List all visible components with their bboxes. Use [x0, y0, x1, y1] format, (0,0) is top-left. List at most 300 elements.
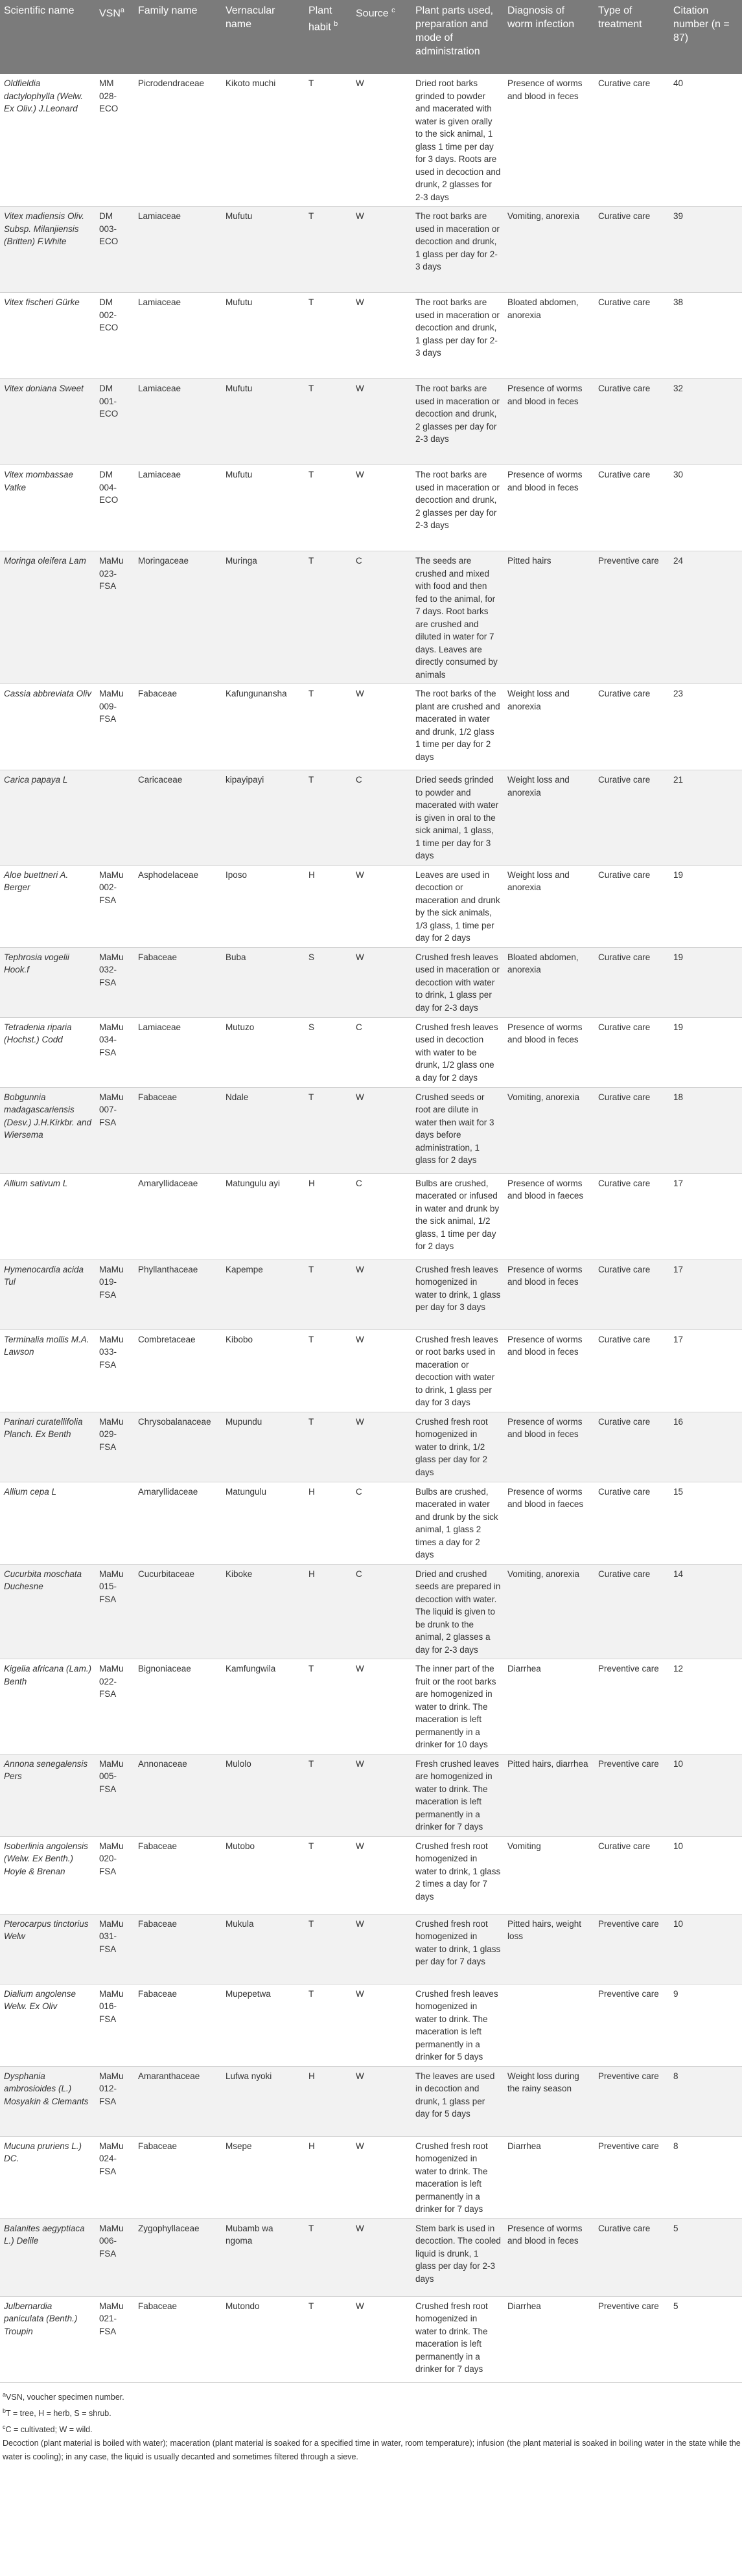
header-family-name: Family name — [138, 5, 198, 16]
cell-citation: 14 — [669, 1564, 742, 1659]
cell-citation: 17 — [669, 1329, 742, 1412]
cell-treatment: Curative care — [594, 1259, 669, 1329]
cell-source: W — [352, 1087, 412, 1173]
table-row — [0, 1259, 742, 1329]
cell-scientific-name: Parinari curatellifolia Planch. Ex Benth — [0, 1412, 95, 1482]
cell-scientific-name: Kigelia africana (Lam.) Benth — [0, 1659, 95, 1754]
cell-parts: Bulbs are crushed, macerated or infused in water and drunk by the sick animal, 1/2 glass, 1 time per day for 2 days — [412, 1173, 504, 1259]
cell-vsn: MaMu 031-FSA — [95, 1914, 134, 1984]
footnote-d: Decoction (plant material is boiled with water); maceration (plant material is soaked for a specified time in water, room temperature); infusion (the plant material is soaked in boiling water in the state while the water is cooling); in any case, the liquid is usually decanted and sometimes filtered through a sieve. — [3, 2438, 741, 2461]
cell-vsn: MaMu 002-FSA — [95, 865, 134, 947]
cell-parts: Stem bark is used in decoction. The cooled liquid is drunk, 1 glass per day for 2-3 days — [412, 2218, 504, 2296]
cell-family: Fabaceae — [134, 947, 222, 1017]
cell-parts: Crushed fresh root homogenized in water to drink. The maceration is left permanently in a drinker for 7 days — [412, 2136, 504, 2218]
cell-vernacular: Ndale — [222, 1087, 305, 1173]
cell-habit: H — [305, 865, 352, 947]
cell-treatment: Curative care — [594, 1836, 669, 1914]
cell-habit: H — [305, 1173, 352, 1259]
cell-treatment: Preventive care — [594, 2136, 669, 2218]
cell-parts: The leaves are used in decoction and drunk, 1 glass per day for 5 days — [412, 2066, 504, 2136]
cell-vernacular: Matungulu ayi — [222, 1173, 305, 1259]
cell-vernacular: Lufwa nyoki — [222, 2066, 305, 2136]
cell-habit: T — [305, 1836, 352, 1914]
cell-parts: The root barks are used in maceration or decoction and drunk, 2 glasses per day for 2-3 days — [412, 379, 504, 465]
table-header — [0, 0, 742, 74]
header-vernacular-name: Vernacular name — [226, 5, 275, 30]
cell-scientific-name: Tetradenia riparia (Hochst.) Codd — [0, 1017, 95, 1087]
cell-citation: 23 — [669, 684, 742, 770]
cell-treatment: Curative care — [594, 1017, 669, 1087]
cell-family: Amaryllidaceae — [134, 1173, 222, 1259]
cell-family: Combretaceae — [134, 1329, 222, 1412]
cell-parts: Bulbs are crushed, macerated in water and drunk by the sick animal, 1 glass 2 times a day for 2 days — [412, 1482, 504, 1564]
cell-citation: 21 — [669, 770, 742, 866]
cell-habit: T — [305, 1329, 352, 1412]
cell-scientific-name: Carica papaya L — [0, 770, 95, 866]
header-plant-parts: Plant parts used, preparation and mode of administration — [415, 5, 494, 57]
cell-vernacular: Mufutu — [222, 293, 305, 379]
cell-parts: Crushed fresh root homogenized in water to drink, 1 glass per day for 7 days — [412, 1914, 504, 1984]
header-citation: Citation number (n = 87) — [673, 5, 730, 43]
cell-source: W — [352, 1836, 412, 1914]
cell-treatment: Preventive care — [594, 1659, 669, 1754]
cell-diagnosis: Presence of worms and blood in feces — [504, 1259, 594, 1329]
cell-parts: The root barks are used in maceration or decoction and drunk, 2 glasses per day for 2-3 days — [412, 465, 504, 551]
cell-source: W — [352, 2296, 412, 2382]
cell-vernacular: Buba — [222, 947, 305, 1017]
table-row — [0, 1754, 742, 1836]
cell-diagnosis: Vomiting — [504, 1836, 594, 1914]
header-scientific-name: Scientific name — [4, 5, 75, 16]
cell-vernacular: Mulolo — [222, 1754, 305, 1836]
cell-vernacular: Mupundu — [222, 1412, 305, 1482]
header-diagnosis: Diagnosis of worm infection — [507, 5, 575, 30]
cell-treatment: Curative care — [594, 293, 669, 379]
table-row — [0, 1984, 742, 2066]
cell-vernacular: Mufutu — [222, 379, 305, 465]
cell-source: W — [352, 684, 412, 770]
cell-diagnosis: Vomiting, anorexia — [504, 207, 594, 293]
cell-scientific-name: Terminalia mollis M.A. Lawson — [0, 1329, 95, 1412]
cell-vsn: MaMu 033-FSA — [95, 1329, 134, 1412]
cell-treatment: Curative care — [594, 2218, 669, 2296]
cell-family: Picrodendraceae — [134, 74, 222, 207]
cell-scientific-name: Mucuna pruriens L.) DC. — [0, 2136, 95, 2218]
cell-parts: Crushed seeds or root are dilute in water then wait for 3 days before administration, 1 glass for 2 days — [412, 1087, 504, 1173]
cell-source: W — [352, 379, 412, 465]
cell-family: Fabaceae — [134, 2136, 222, 2218]
cell-treatment: Curative care — [594, 865, 669, 947]
cell-scientific-name: Moringa oleifera Lam — [0, 551, 95, 684]
cell-diagnosis: Vomiting, anorexia — [504, 1564, 594, 1659]
cell-vsn: MaMu 015-FSA — [95, 1564, 134, 1659]
cell-habit: T — [305, 1659, 352, 1754]
cell-source: W — [352, 1329, 412, 1412]
cell-diagnosis: Diarrhea — [504, 2296, 594, 2382]
cell-citation: 30 — [669, 465, 742, 551]
cell-scientific-name: Vitex mombassae Vatke — [0, 465, 95, 551]
cell-treatment: Curative care — [594, 1564, 669, 1659]
cell-source: W — [352, 2066, 412, 2136]
cell-scientific-name: Dysphania ambrosioides (L.) Mosyakin & Clemants — [0, 2066, 95, 2136]
cell-scientific-name: Vitex doniana Sweet — [0, 379, 95, 465]
cell-family: Fabaceae — [134, 1984, 222, 2066]
header-source: Source $^c$ — [356, 6, 395, 19]
cell-habit: T — [305, 293, 352, 379]
cell-source: C — [352, 1482, 412, 1564]
cell-vernacular: Iposo — [222, 865, 305, 947]
cell-citation: 10 — [669, 1836, 742, 1914]
cell-treatment: Preventive care — [594, 1914, 669, 1984]
cell-scientific-name: Isoberlinia angolensis (Welw. Ex Benth.) Hoyle & Brenan — [0, 1836, 95, 1914]
cell-family: Cucurbitaceae — [134, 1564, 222, 1659]
cell-vsn: MaMu 023-FSA — [95, 551, 134, 684]
cell-citation: 10 — [669, 1914, 742, 1984]
cell-citation: 40 — [669, 74, 742, 207]
cell-habit: T — [305, 1984, 352, 2066]
cell-diagnosis — [504, 1984, 594, 2066]
cell-vsn: MaMu 020-FSA — [95, 1836, 134, 1914]
cell-vsn: MM 028-ECO — [95, 74, 134, 207]
cell-scientific-name: Cassia abbreviata Oliv — [0, 684, 95, 770]
cell-citation: 32 — [669, 379, 742, 465]
cell-parts: Crushed fresh root homogenized in water to drink. The maceration is left permanently in a drinker for 7 days — [412, 2296, 504, 2382]
cell-family: Fabaceae — [134, 1914, 222, 1984]
cell-treatment: Curative care — [594, 947, 669, 1017]
cell-scientific-name: Allium cepa L — [0, 1482, 95, 1564]
cell-family: Lamiaceae — [134, 465, 222, 551]
table-row — [0, 1412, 742, 1482]
cell-diagnosis: Presence of worms and blood in faeces — [504, 1482, 594, 1564]
cell-family: Amaryllidaceae — [134, 1482, 222, 1564]
cell-parts: Dried seeds grinded to powder and macerated with water is given in oral to the sick animal, 1 glass, 1 time per day for 3 days — [412, 770, 504, 866]
cell-vsn: MaMu 006-FSA — [95, 2218, 134, 2296]
cell-vernacular: Kapempe — [222, 1259, 305, 1329]
cell-parts: Crushed fresh leaves or root barks used in maceration or decoction with water to drink, 1 glass per day for 3 days — [412, 1329, 504, 1412]
cell-vernacular: kipayipayi — [222, 770, 305, 866]
cell-parts: Crushed fresh root homogenized in water to drink, 1 glass 2 times a day for 7 days — [412, 1836, 504, 1914]
cell-vernacular: Kibobo — [222, 1329, 305, 1412]
cell-source: C — [352, 770, 412, 866]
cell-diagnosis: Weight loss and anorexia — [504, 865, 594, 947]
cell-diagnosis: Weight loss during the rainy season — [504, 2066, 594, 2136]
table-body — [0, 74, 742, 2382]
cell-scientific-name: Hymenocardia acida Tul — [0, 1259, 95, 1329]
cell-vernacular: Kamfungwila — [222, 1659, 305, 1754]
cell-source: W — [352, 74, 412, 207]
cell-treatment: Curative care — [594, 74, 669, 207]
cell-source: W — [352, 2218, 412, 2296]
cell-habit: S — [305, 1017, 352, 1087]
cell-vsn: DM 001-ECO — [95, 379, 134, 465]
table-row — [0, 1087, 742, 1173]
table-row — [0, 1173, 742, 1259]
cell-treatment: Curative care — [594, 1329, 669, 1412]
cell-habit: T — [305, 2296, 352, 2382]
cell-citation: 17 — [669, 1259, 742, 1329]
cell-scientific-name: Annona senegalensis Pers — [0, 1754, 95, 1836]
cell-family: Annonaceae — [134, 1754, 222, 1836]
cell-scientific-name: Allium sativum L — [0, 1173, 95, 1259]
cell-treatment: Preventive care — [594, 2296, 669, 2382]
cell-family: Lamiaceae — [134, 379, 222, 465]
table-row — [0, 551, 742, 684]
cell-treatment: Preventive care — [594, 551, 669, 684]
cell-vernacular: Mupepetwa — [222, 1984, 305, 2066]
cell-source: C — [352, 1017, 412, 1087]
cell-diagnosis: Bloated abdomen, anorexia — [504, 293, 594, 379]
cell-source: W — [352, 1412, 412, 1482]
cell-citation: 16 — [669, 1412, 742, 1482]
cell-source: W — [352, 207, 412, 293]
cell-diagnosis: Presence of worms and blood in feces — [504, 1017, 594, 1087]
cell-source: W — [352, 1659, 412, 1754]
cell-citation: 10 — [669, 1754, 742, 1836]
cell-vsn: MaMu 012-FSA — [95, 2066, 134, 2136]
cell-citation: 15 — [669, 1482, 742, 1564]
cell-habit: T — [305, 207, 352, 293]
cell-diagnosis: Bloated abdomen, anorexia — [504, 947, 594, 1017]
cell-treatment: Curative care — [594, 770, 669, 866]
cell-vsn: MaMu 009-FSA — [95, 684, 134, 770]
cell-parts: Crushed fresh leaves homogenized in water to drink, 1 glass per day for 3 days — [412, 1259, 504, 1329]
cell-diagnosis: Diarrhea — [504, 2136, 594, 2218]
cell-habit: T — [305, 1259, 352, 1329]
cell-habit: H — [305, 1564, 352, 1659]
cell-diagnosis: Presence of worms and blood in feces — [504, 1412, 594, 1482]
cell-diagnosis: Pitted hairs, diarrhea — [504, 1754, 594, 1836]
table-row — [0, 379, 742, 465]
cell-citation: 9 — [669, 1984, 742, 2066]
header-row — [0, 0, 742, 74]
cell-vsn — [95, 1482, 134, 1564]
cell-treatment: Curative care — [594, 1173, 669, 1259]
cell-habit: T — [305, 1412, 352, 1482]
cell-treatment: Curative care — [594, 1412, 669, 1482]
cell-habit: T — [305, 2218, 352, 2296]
cell-source: W — [352, 2136, 412, 2218]
cell-citation: 17 — [669, 1173, 742, 1259]
cell-scientific-name: Bobgunnia madagascariensis (Desv.) J.H.Kirkbr. and Wiersema — [0, 1087, 95, 1173]
cell-vsn: MaMu 024-FSA — [95, 2136, 134, 2218]
cell-source: W — [352, 293, 412, 379]
cell-habit: S — [305, 947, 352, 1017]
cell-scientific-name: Aloe buettneri A. Berger — [0, 865, 95, 947]
cell-diagnosis: Vomiting, anorexia — [504, 1087, 594, 1173]
header-vsn: VSN$^a$ — [99, 6, 125, 19]
cell-parts: Crushed fresh leaves homogenized in water to drink. The maceration is left permanently in a drinker for 5 days — [412, 1984, 504, 2066]
cell-vernacular: Kiboke — [222, 1564, 305, 1659]
cell-parts: Dried and crushed seeds are prepared in decoction with water. The liquid is given to be drunk to the animal, 2 glasses a day for 2-3 days — [412, 1564, 504, 1659]
cell-vsn: MaMu 019-FSA — [95, 1259, 134, 1329]
cell-citation: 19 — [669, 947, 742, 1017]
cell-vernacular: Muringa — [222, 551, 305, 684]
cell-vernacular: Msepe — [222, 2136, 305, 2218]
cell-citation: 39 — [669, 207, 742, 293]
cell-habit: T — [305, 465, 352, 551]
cell-citation: 12 — [669, 1659, 742, 1754]
cell-source: C — [352, 1173, 412, 1259]
cell-citation: 19 — [669, 1017, 742, 1087]
cell-source: W — [352, 865, 412, 947]
cell-parts: Fresh crushed leaves are homogenized in water to drink. The maceration is left permanently in a drinker for 7 days — [412, 1754, 504, 1836]
cell-treatment: Curative care — [594, 684, 669, 770]
cell-source: W — [352, 1914, 412, 1984]
cell-parts: The seeds are crushed and mixed with food and then fed to the animal, for 7 days. Root barks are crushed and diluted in water for 7 days. Leaves are directly consumed by animals — [412, 551, 504, 684]
cell-vsn: MaMu 029-FSA — [95, 1412, 134, 1482]
cell-vernacular: Kafungunansha — [222, 684, 305, 770]
table-row — [0, 1836, 742, 1914]
table-row — [0, 2296, 742, 2382]
cell-vsn: MaMu 007-FSA — [95, 1087, 134, 1173]
cell-vsn: MaMu 016-FSA — [95, 1984, 134, 2066]
cell-family: Zygophyllaceae — [134, 2218, 222, 2296]
cell-habit: T — [305, 1914, 352, 1984]
cell-scientific-name: Pterocarpus tinctorius Welw — [0, 1914, 95, 1984]
table-row — [0, 1914, 742, 1984]
cell-family: Amaranthaceae — [134, 2066, 222, 2136]
footnote-c: $^c$C = cultivated; W = wild. — [3, 2423, 93, 2434]
cell-diagnosis: Presence of worms and blood in feces — [504, 74, 594, 207]
cell-source: C — [352, 551, 412, 684]
cell-family: Caricaceae — [134, 770, 222, 866]
cell-diagnosis: Presence of worms and blood in feces — [504, 465, 594, 551]
cell-vsn — [95, 1173, 134, 1259]
cell-diagnosis: Weight loss and anorexia — [504, 684, 594, 770]
cell-source: W — [352, 947, 412, 1017]
cell-family: Fabaceae — [134, 684, 222, 770]
cell-diagnosis: Pitted hairs, weight loss — [504, 1914, 594, 1984]
cell-citation: 5 — [669, 2296, 742, 2382]
cell-habit: T — [305, 74, 352, 207]
cell-habit: H — [305, 1482, 352, 1564]
cell-family: Moringaceae — [134, 551, 222, 684]
cell-family: Bignoniaceae — [134, 1659, 222, 1754]
footnote-b: $^b$T = tree, H = herb, S = shrub. — [3, 2407, 111, 2418]
table-row — [0, 207, 742, 293]
cell-vsn — [95, 770, 134, 866]
cell-vernacular: Mukula — [222, 1914, 305, 1984]
table-row — [0, 1659, 742, 1754]
cell-vsn: DM 003-ECO — [95, 207, 134, 293]
cell-diagnosis: Presence of worms and blood in feces — [504, 1329, 594, 1412]
cell-parts: Crushed fresh root homogenized in water to drink, 1/2 glass per day for 2 days — [412, 1412, 504, 1482]
cell-habit: H — [305, 2136, 352, 2218]
cell-scientific-name: Vitex madiensis Oliv. Subsp. Milanjiensis (Britten) F.White — [0, 207, 95, 293]
cell-habit: T — [305, 1087, 352, 1173]
cell-parts: Crushed fresh leaves used in maceration or decoction with water to drink, 1 glass per day for 2-3 days — [412, 947, 504, 1017]
cell-family: Fabaceae — [134, 2296, 222, 2382]
cell-scientific-name: Vitex fischeri Gürke — [0, 293, 95, 379]
cell-parts: The root barks of the plant are crushed and macerated in water and drunk, 1/2 glass 1 time per day for 2 days — [412, 684, 504, 770]
cell-citation: 8 — [669, 2066, 742, 2136]
cell-treatment: Preventive care — [594, 1754, 669, 1836]
table-row — [0, 293, 742, 379]
cell-habit: T — [305, 379, 352, 465]
cell-family: Fabaceae — [134, 1836, 222, 1914]
cell-family: Lamiaceae — [134, 1017, 222, 1087]
cell-family: Chrysobalanaceae — [134, 1412, 222, 1482]
cell-habit: T — [305, 1754, 352, 1836]
cell-scientific-name: Tephrosia vogelii Hook.f — [0, 947, 95, 1017]
cell-scientific-name: Dialium angolense Welw. Ex Oliv — [0, 1984, 95, 2066]
cell-vernacular: Mufutu — [222, 465, 305, 551]
cell-treatment: Curative care — [594, 379, 669, 465]
cell-vernacular: Mutondo — [222, 2296, 305, 2382]
table-row — [0, 2218, 742, 2296]
cell-vsn: MaMu 005-FSA — [95, 1754, 134, 1836]
cell-family: Lamiaceae — [134, 293, 222, 379]
cell-source: C — [352, 1564, 412, 1659]
cell-vsn: DM 004-ECO — [95, 465, 134, 551]
cell-habit: T — [305, 770, 352, 866]
header-treatment: Type of treatment — [598, 5, 642, 30]
cell-parts: The root barks are used in maceration or decoction and drunk, 1 glass per day for 2-3 days — [412, 207, 504, 293]
table-row — [0, 2066, 742, 2136]
cell-vsn: MaMu 022-FSA — [95, 1659, 134, 1754]
table-row — [0, 74, 742, 207]
cell-vsn: MaMu 021-FSA — [95, 2296, 134, 2382]
header-plant-habit: Plant habit $^b$ — [308, 5, 338, 33]
cell-scientific-name: Oldfieldia dactylophylla (Welw. Ex Oliv.) J.Leonard — [0, 74, 95, 207]
cell-source: W — [352, 1984, 412, 2066]
cell-treatment: Curative care — [594, 1482, 669, 1564]
cell-citation: 19 — [669, 865, 742, 947]
cell-treatment: Preventive care — [594, 1984, 669, 2066]
cell-diagnosis: Presence of worms and blood in feces — [504, 379, 594, 465]
cell-family: Lamiaceae — [134, 207, 222, 293]
cell-family: Fabaceae — [134, 1087, 222, 1173]
cell-vernacular: Mutuzo — [222, 1017, 305, 1087]
cell-parts: The root barks are used in maceration or decoction and drunk, 1 glass per day for 2-3 days — [412, 293, 504, 379]
cell-treatment: Preventive care — [594, 2066, 669, 2136]
cell-vernacular: Mufutu — [222, 207, 305, 293]
cell-source: W — [352, 465, 412, 551]
cell-diagnosis: Weight loss and anorexia — [504, 770, 594, 866]
cell-vernacular: Kikoto muchi — [222, 74, 305, 207]
cell-diagnosis: Diarrhea — [504, 1659, 594, 1754]
cell-habit: T — [305, 551, 352, 684]
cell-diagnosis: Presence of worms and blood in feces — [504, 2218, 594, 2296]
cell-diagnosis: Presence of worms and blood in faeces — [504, 1173, 594, 1259]
cell-vsn: MaMu 032-FSA — [95, 947, 134, 1017]
table-row — [0, 770, 742, 866]
cell-diagnosis: Pitted hairs — [504, 551, 594, 684]
cell-citation: 18 — [669, 1087, 742, 1173]
table-row — [0, 1017, 742, 1087]
cell-scientific-name: Julbernardia paniculata (Benth.) Troupin — [0, 2296, 95, 2382]
footnotes — [3, 2388, 742, 2464]
cell-scientific-name: Cucurbita moschata Duchesne — [0, 1564, 95, 1659]
cell-habit: H — [305, 2066, 352, 2136]
table-row — [0, 465, 742, 551]
cell-scientific-name: Balanites aegyptiaca L.) Delile — [0, 2218, 95, 2296]
cell-citation: 38 — [669, 293, 742, 379]
cell-parts: The inner part of the fruit or the root barks are homogenized in water to drink. The maceration is left permanently in a drinker for 10 days — [412, 1659, 504, 1754]
cell-vernacular: Mubamb wa ngoma — [222, 2218, 305, 2296]
cell-source: W — [352, 1754, 412, 1836]
cell-parts: Dried root barks grinded to powder and macerated with water is given orally to the sick animal, 1 glass 1 time per day for 3 days. Roots are used in decoction and drunk, 2 glasses for 2-3 days — [412, 74, 504, 207]
cell-vernacular: Matungulu — [222, 1482, 305, 1564]
table-row — [0, 1482, 742, 1564]
cell-vernacular: Mutobo — [222, 1836, 305, 1914]
footnote-a: $^a$VSN, voucher specimen number. — [3, 2391, 124, 2402]
cell-parts: Leaves are used in decoction or maceration and drunk by the sick animals, 1/3 glass, 1 time per day for 2 days — [412, 865, 504, 947]
cell-citation: 24 — [669, 551, 742, 684]
cell-citation: 5 — [669, 2218, 742, 2296]
table-row — [0, 947, 742, 1017]
cell-family: Phyllanthaceae — [134, 1259, 222, 1329]
